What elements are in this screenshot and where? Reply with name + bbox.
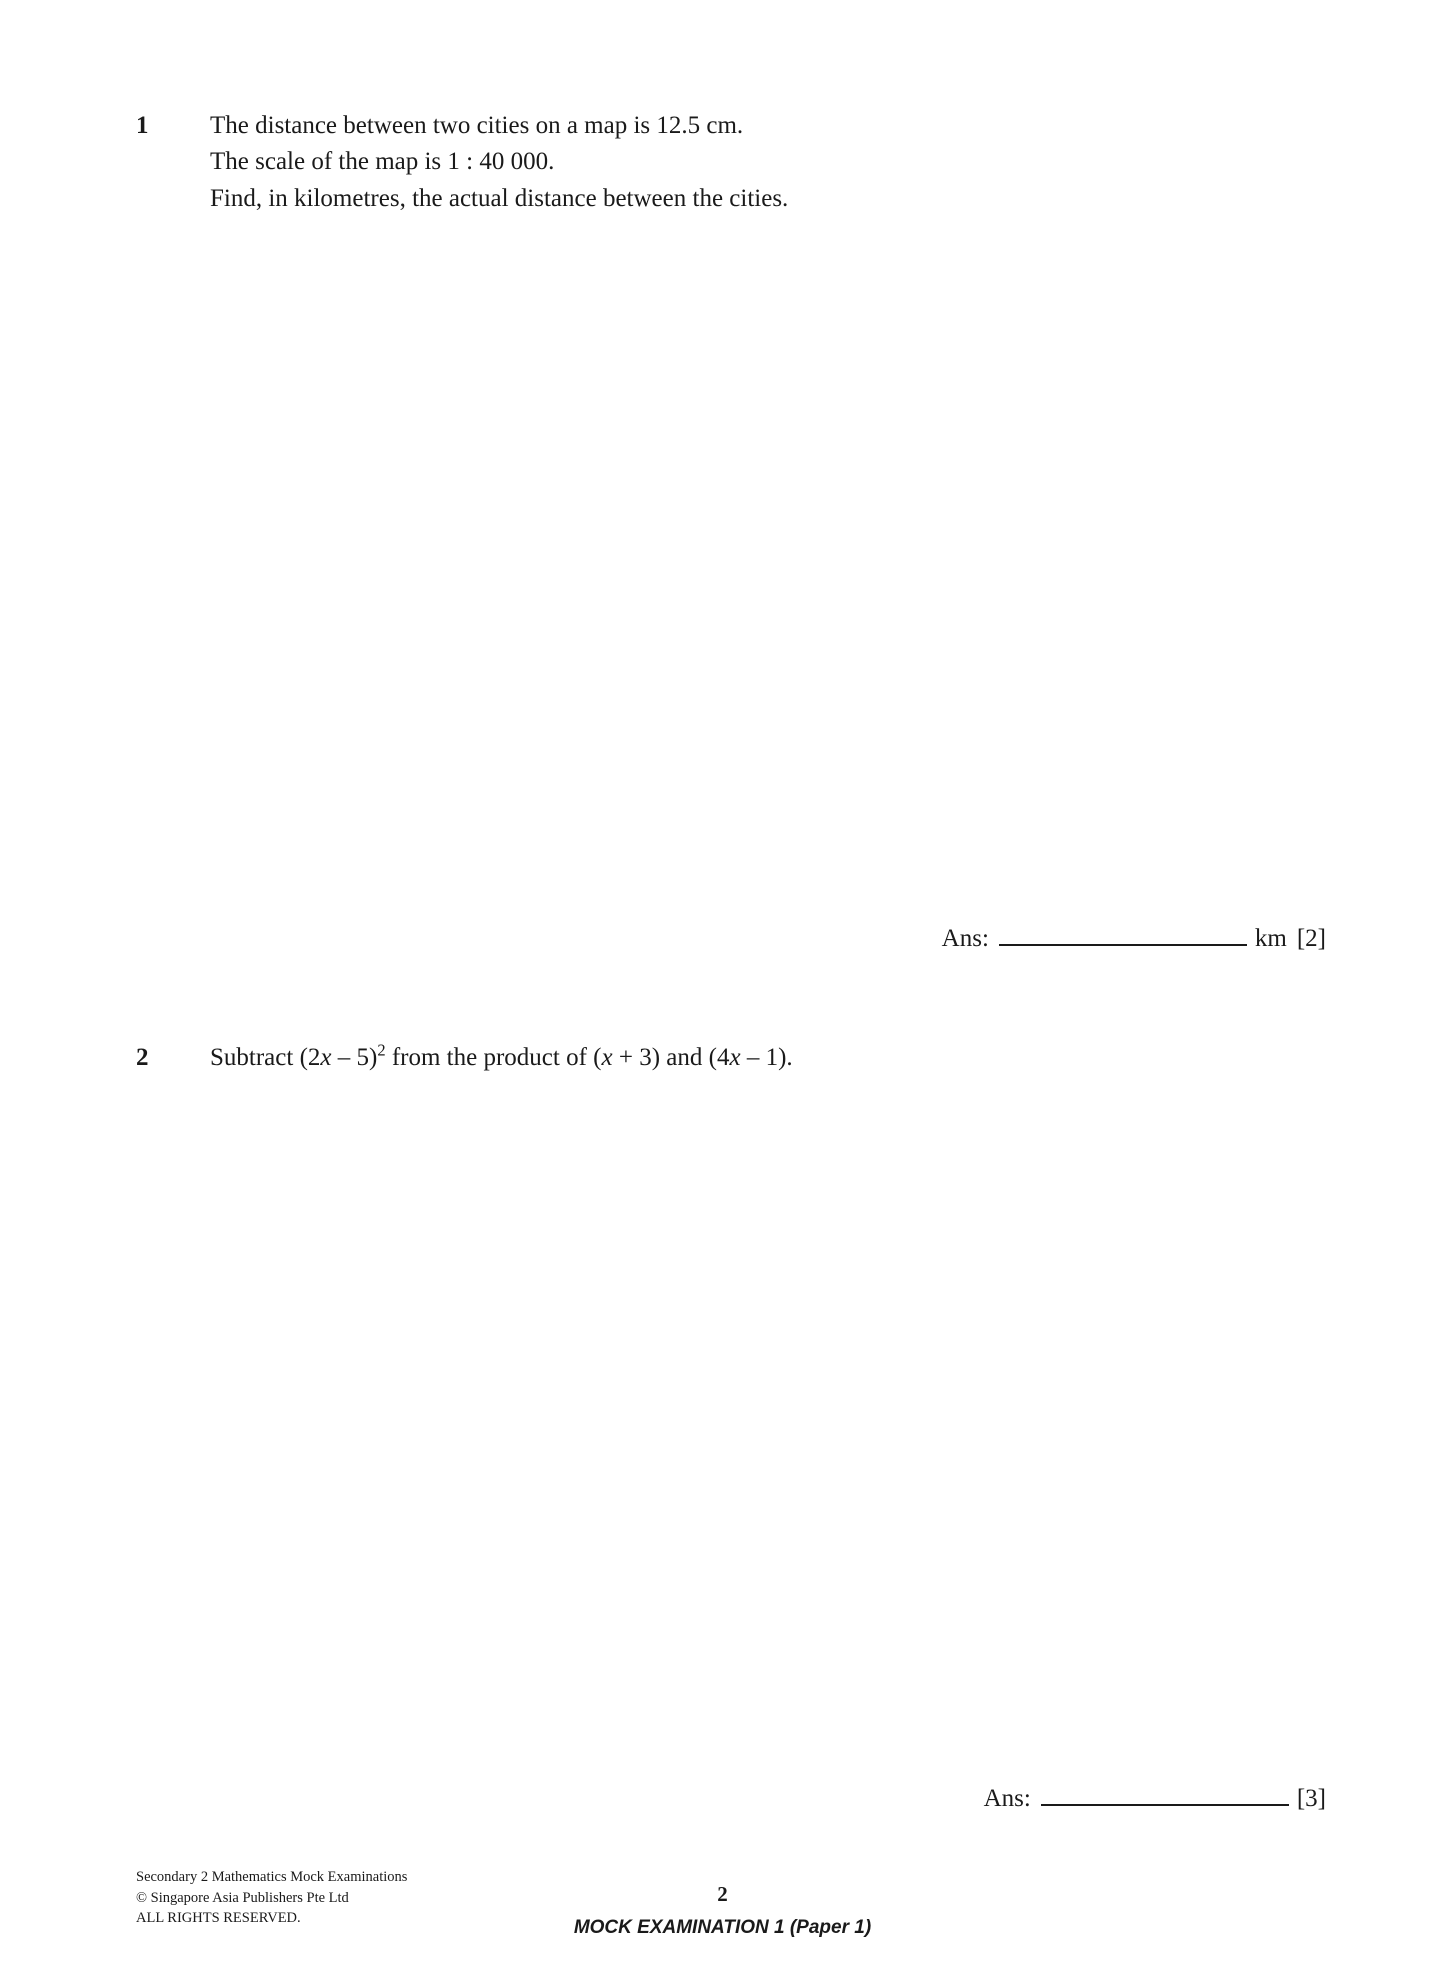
answer-blank-line-1[interactable] — [999, 944, 1247, 946]
page-number: 2 — [717, 1882, 728, 1906]
footer-line-2: © Singapore Asia Publishers Pte Ltd — [136, 1889, 349, 1906]
question-1-line-3: Find, in kilometres, the actual distance between the cities. — [210, 184, 789, 212]
question-block-2 — [0, 1040, 1445, 1076]
question-2-line-1: Subtract (2x – 5)$^2$ from the product of (x + 3) and (4x – 1). — [210, 1040, 793, 1071]
question-1-number: 1 — [136, 112, 149, 139]
answer-blank-line-2[interactable] — [1041, 1804, 1289, 1806]
answer-marks-1: [2] — [1296, 925, 1326, 952]
question-1-line-1: The distance between two cities on a map is 12.5 cm. — [210, 112, 744, 139]
answer-marks-2: [3] — [1296, 1785, 1326, 1812]
answer-unit-1: km — [1254, 925, 1287, 952]
question-1-text — [210, 108, 1325, 217]
footer-line-3: ALL RIGHTS RESERVED. — [136, 1910, 301, 1927]
page-footer — [0, 1865, 1445, 1985]
footer-exam-title: MOCK EXAMINATION 1 (Paper 1) — [573, 1917, 872, 1938]
question-2-number: 2 — [136, 1044, 149, 1071]
answer-label-1: Ans: — [941, 925, 989, 952]
question-2-text — [210, 1040, 1325, 1076]
question-1-line-2: The scale of the map is 1 : 40 000. — [210, 148, 555, 176]
footer-line-1: Secondary 2 Mathematics Mock Examinations — [136, 1869, 408, 1886]
answer-row-question-1 — [942, 925, 1326, 953]
answer-label-2: Ans: — [983, 1785, 1031, 1812]
question-2-header — [0, 1040, 1445, 1076]
question-block-1 — [0, 108, 1445, 217]
question-1-header — [0, 108, 1445, 217]
answer-row-question-2 — [984, 1785, 1326, 1813]
